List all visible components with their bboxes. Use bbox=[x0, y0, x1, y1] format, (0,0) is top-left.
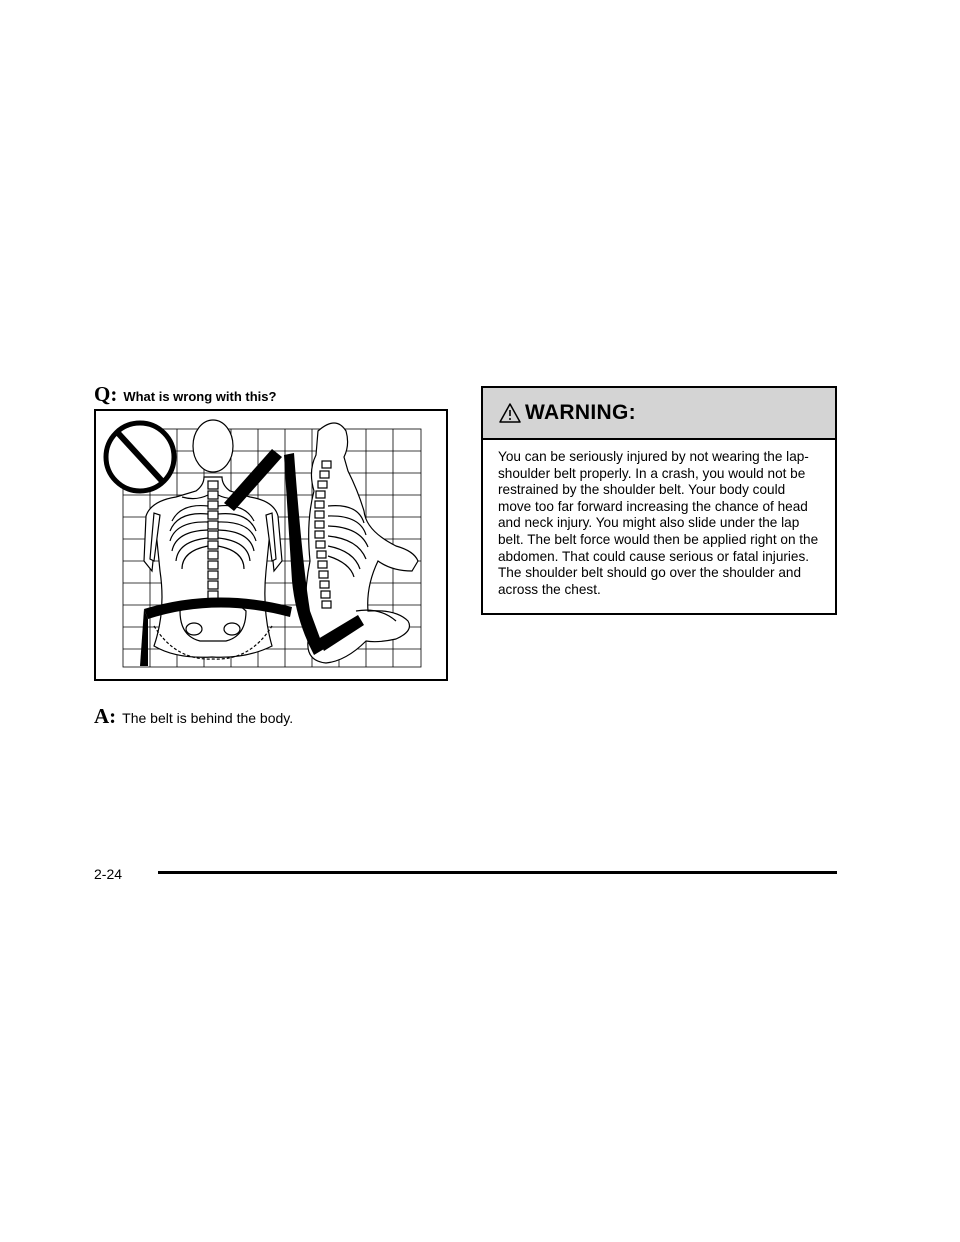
footer-rule bbox=[158, 871, 837, 874]
question-text: What is wrong with this? bbox=[123, 389, 277, 404]
answer-marker: A: bbox=[94, 704, 117, 728]
warning-triangle-icon bbox=[499, 402, 521, 424]
answer-text: The belt is behind the body. bbox=[122, 710, 294, 726]
prohibited-icon bbox=[106, 423, 174, 491]
seatbelt-drawing bbox=[96, 411, 446, 679]
warning-header bbox=[483, 388, 835, 440]
question-marker: Q: bbox=[94, 382, 118, 406]
warning-body: You can be seriously injured by not wearing the lap-shoulder belt properly. In a crash, you would not be restrained by the shoulder belt. Your body could move too far forward increasing the chance of head and neck injury. You might also slide under the lap belt. The belt force would then be applied right on the abdomen. That could cause serious or fatal injuries. The shoulder belt should go over the shoulder and across the chest. bbox=[498, 449, 819, 597]
question bbox=[94, 382, 276, 407]
page-number: 2-24 bbox=[94, 866, 123, 882]
warning-title: WARNING: bbox=[525, 401, 636, 424]
side-figure bbox=[305, 423, 418, 663]
answer bbox=[94, 704, 293, 729]
warning-box bbox=[481, 386, 837, 615]
seatbelt-illustration bbox=[94, 409, 448, 681]
